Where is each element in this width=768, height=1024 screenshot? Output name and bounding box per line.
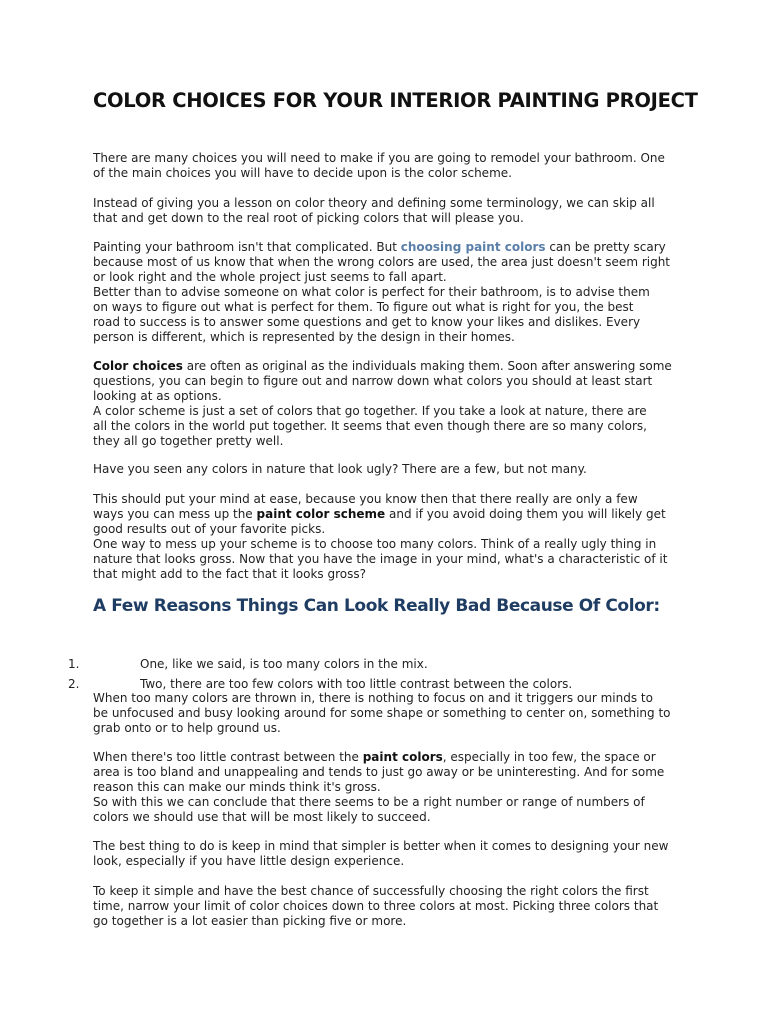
text-line: good results out of your favorite picks. [93, 522, 326, 536]
bold-text: Color choices [93, 359, 183, 373]
paragraph-too-little-contrast [93, 750, 664, 825]
page-title: COLOR CHOICES FOR YOUR INTERIOR PAINTING PROJECT [93, 89, 698, 112]
text-line: area is too bland and unappealing and tends to just go away or be uninteresting. And for some [93, 765, 665, 779]
bold-text: paint color scheme [256, 507, 386, 521]
text-line: look, especially if you have little design experience. [93, 854, 405, 868]
text-line: be unfocused and busy looking around for some shape or something to center on, something to [93, 706, 671, 720]
text-run: and if you avoid doing them you will likely get [385, 507, 666, 521]
text-line: road to success is to answer some questions and get to know your likes and dislikes. Every [93, 315, 641, 329]
list-number: 2. [68, 677, 80, 691]
text-line: questions, you can begin to figure out and narrow down what colors you should at least start [93, 374, 653, 388]
text-line: go together is a lot easier than picking five or more. [93, 914, 407, 928]
paragraph-too-many-colors [93, 691, 671, 736]
text-line: all the colors in the world put together. It seems that even though there are so many colors, [93, 419, 647, 433]
text-line: There are many choices you will need to make if you are going to remodel your bathroom. One [93, 151, 665, 165]
text-line: Better than to advise someone on what color is perfect for their bathroom, is to advise them [93, 285, 650, 299]
text-line [93, 750, 664, 765]
paragraph-nature [93, 462, 587, 477]
text-line [93, 359, 672, 374]
section-heading: A Few Reasons Things Can Look Really Bad Because Of Color: [93, 596, 660, 616]
text-line: reason this can make our minds think it's gross. [93, 780, 381, 794]
text-run: When there's too little contrast between the [93, 750, 363, 764]
choosing-paint-colors-link[interactable]: choosing paint colors [400, 240, 546, 254]
text-line: One way to mess up your scheme is to choose too many colors. Think of a really ugly thing in [93, 537, 657, 551]
text-line: So with this we can conclude that there seems to be a right number or range of numbers of [93, 795, 645, 809]
list-text: Two, there are too few colors with too little contrast between the colors. [140, 677, 573, 691]
text-line: of the main choices you will have to decide upon is the color scheme. [93, 166, 512, 180]
text-line: Have you seen any colors in nature that look ugly? There are a few, but not many. [93, 462, 587, 476]
text-line: nature that looks gross. Now that you have the image in your mind, what's a characteristic of it [93, 552, 668, 566]
paragraph-mind-at-ease [93, 492, 667, 582]
text-line: person is different, which is represented by the design in their homes. [93, 330, 515, 344]
text-run: are often as original as the individuals making them. Soon after answering some [182, 359, 672, 373]
text-line: looking at as options. [93, 389, 222, 403]
text-line: colors we should use that will be most likely to succeed. [93, 810, 431, 824]
paragraph-intro [93, 151, 665, 181]
paragraph-simpler-is-better [93, 839, 668, 869]
text-line: When too many colors are thrown in, there is nothing to focus on and it triggers our minds to [93, 691, 653, 705]
text-line: A color scheme is just a set of colors that go together. If you take a look at nature, there are [93, 404, 647, 418]
text-run: Painting your bathroom isn't that complicated. But [93, 240, 401, 254]
text-run: can be pretty scary [545, 240, 666, 254]
text-line: on ways to figure out what is perfect for them. To figure out what is right for you, the best [93, 300, 634, 314]
text-line: Instead of giving you a lesson on color theory and defining some terminology, we can skip all [93, 196, 655, 210]
paragraph-keep-it-simple [93, 884, 658, 929]
text-line: This should put your mind at ease, because you know then that there really are only a few [93, 492, 638, 506]
text-line [93, 507, 667, 522]
bold-text: paint colors [362, 750, 443, 764]
text-line: time, narrow your limit of color choices down to three colors at most. Picking three colors that [93, 899, 659, 913]
text-line: they all go together pretty well. [93, 434, 284, 448]
text-line: that and get down to the real root of picking colors that will please you. [93, 211, 524, 225]
paragraph-color-choices [93, 359, 672, 449]
list-number: 1. [68, 657, 80, 671]
paragraph-painting [93, 240, 670, 345]
text-run: ways you can mess up the [93, 507, 257, 521]
text-line: grab onto or to help ground us. [93, 721, 281, 735]
text-line: because most of us know that when the wrong colors are used, the area just doesn't seem right [93, 255, 671, 269]
paragraph-color-theory [93, 196, 655, 226]
text-line: To keep it simple and have the best chance of successfully choosing the right colors the first [93, 884, 649, 898]
text-run: , especially in too few, the space or [442, 750, 656, 764]
text-line: The best thing to do is keep in mind that simpler is better when it comes to designing your new [93, 839, 669, 853]
text-line [93, 240, 670, 255]
text-line: or look right and the whole project just seems to fall apart. [93, 270, 447, 284]
text-line: that might add to the fact that it looks gross? [93, 567, 366, 581]
list-text: One, like we said, is too many colors in the mix. [140, 657, 428, 671]
